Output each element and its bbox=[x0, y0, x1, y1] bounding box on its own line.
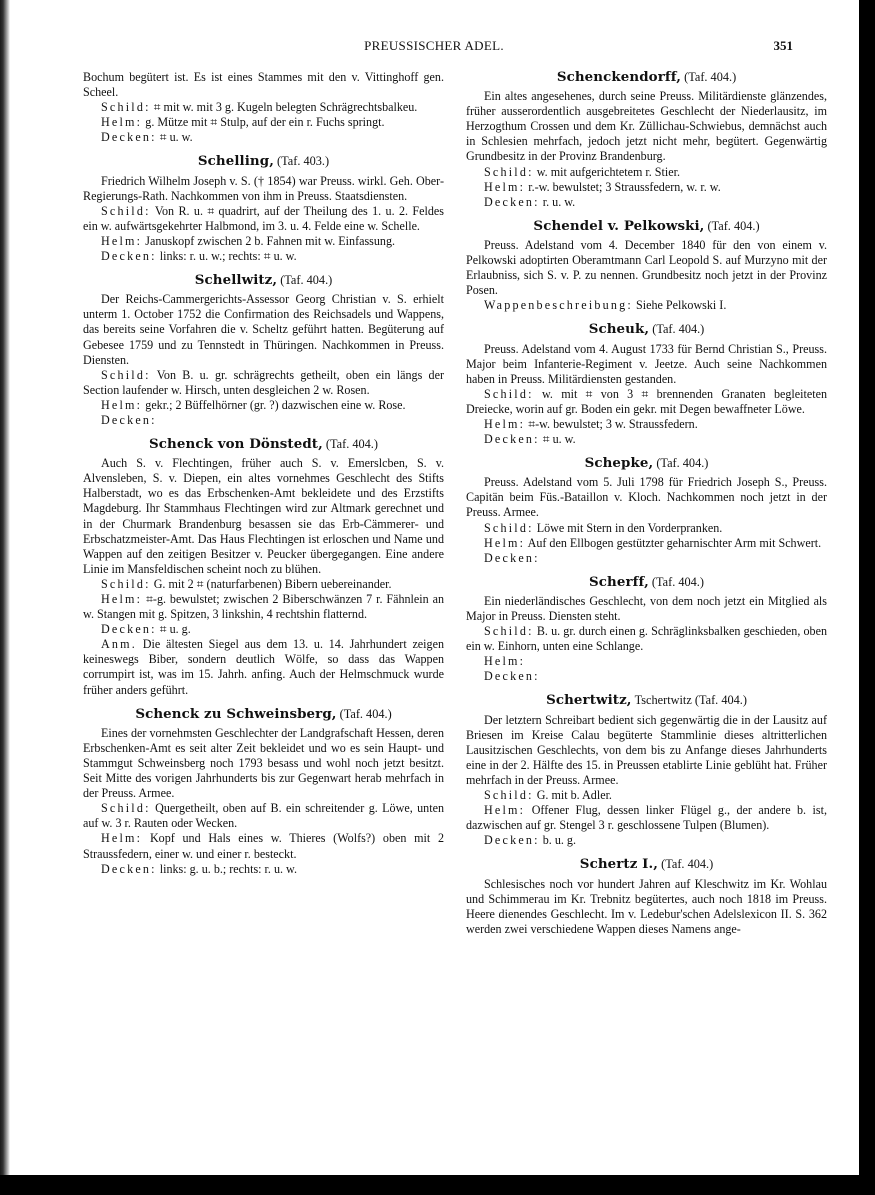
helm-label: Helm: bbox=[484, 179, 526, 194]
schild-label: Schild: bbox=[484, 624, 534, 639]
schild-value: w. mit ⌗ von 3 ⌗ brennenden Granaten begleiteten Dreiecke, worin auf gr. Boden ein gekr. mit Degen bewaffneter Löwe. bbox=[466, 386, 827, 416]
helm-label: Helm: bbox=[484, 803, 526, 818]
decken-field bbox=[83, 249, 444, 264]
schild-label: Schild: bbox=[484, 520, 534, 535]
helm-field bbox=[466, 536, 827, 551]
schild-field bbox=[83, 368, 444, 398]
schild-field bbox=[466, 165, 827, 180]
schild-value: Quergetheilt, oben auf B. ein schreitender g. Löwe, unten auf w. 3 r. Rauten oder Wecken. bbox=[83, 801, 445, 831]
entry-text: Bochum begütert ist. Es ist eines Stammes mit den v. Vittinghoff gen. Scheel. bbox=[83, 70, 444, 100]
page-header bbox=[82, 38, 793, 58]
entry-schepke bbox=[466, 456, 827, 566]
plate-reference: (Taf. 404.) bbox=[652, 322, 705, 337]
family-name: Schepke, bbox=[584, 455, 654, 472]
annotation-field bbox=[83, 637, 444, 697]
schild-field bbox=[466, 521, 827, 536]
schild-field bbox=[466, 788, 827, 803]
decken-field bbox=[83, 862, 444, 877]
decken-label: Decken: bbox=[484, 833, 540, 848]
helm-field bbox=[466, 180, 827, 195]
helm-label: Helm: bbox=[484, 535, 526, 550]
wappen-value: Siehe Pelkowski I. bbox=[636, 298, 727, 313]
family-name: Scherff, bbox=[589, 573, 649, 590]
entry-heading bbox=[466, 322, 827, 337]
decken-field bbox=[466, 669, 827, 684]
schild-value: G. mit 2 ⌗ (naturfarbenen) Bibern uebereinander. bbox=[153, 576, 392, 591]
family-name: Schelling, bbox=[197, 153, 274, 170]
entry-text: Preuss. Adelstand vom 5. Juli 1798 für Friedrich Joseph S., Preuss. Capitän beim Füs.-Bataillon v. Kloch. Nachkommen noch jetzt in der Preuss. Armee. bbox=[466, 475, 827, 520]
entry-heading bbox=[466, 693, 827, 708]
entry-scheuk bbox=[466, 322, 827, 447]
decken-field bbox=[466, 833, 827, 848]
plate-reference: (Taf. 404.) bbox=[280, 273, 333, 288]
entry-schertwitz bbox=[466, 693, 827, 848]
decken-value: links: g. u. b.; rechts: r. u. w. bbox=[159, 861, 298, 876]
family-name: Schellwitz, bbox=[194, 272, 278, 289]
decken-value: ⌗ u. g. bbox=[159, 622, 191, 637]
family-name: Scheuk, bbox=[588, 321, 650, 338]
helm-value: gekr.; 2 Büffelhörner (gr. ?) dazwischen eine w. Rose. bbox=[145, 397, 406, 412]
helm-value: ⌗-w. bewulstet; 3 w. Straussfedern. bbox=[528, 416, 698, 431]
helm-value: Offener Flug, dessen linker Flügel g., der andere b. ist, dazwischen auf gr. Stengel 3 r. geschlossene Tulpen (Blumen). bbox=[466, 803, 827, 833]
family-name: Schertwitz, bbox=[546, 692, 632, 709]
decken-field bbox=[83, 622, 444, 637]
schild-field bbox=[83, 577, 444, 592]
wappen-label: Wappenbeschreibung: bbox=[484, 298, 633, 313]
schild-label: Schild: bbox=[101, 203, 151, 218]
schild-field bbox=[83, 204, 444, 234]
helm-label: Helm: bbox=[484, 416, 526, 431]
entry-text: Der Reichs-Cammergerichts-Assessor Georg Christian v. S. erhielt unterm 1. October 1752 die Confirmation des Reichsadels und Wappens, das bereits seine Vorfahren die v. Scheltz geführt hatten. Begüterung auf Gebesee 1759 und zu Tennstedt in Thüringen. Nachkommen in Preuss. Diensten. bbox=[83, 292, 444, 367]
plate-reference: (Taf. 404.) bbox=[656, 456, 709, 471]
schild-value: ⌗ mit w. mit 3 g. Kugeln belegten Schrägrechtsbalkeu. bbox=[153, 100, 418, 115]
right-column bbox=[466, 70, 827, 946]
plate-reference: Tschertwitz (Taf. 404.) bbox=[634, 693, 747, 708]
schild-label: Schild: bbox=[484, 788, 534, 803]
schild-label: Schild: bbox=[101, 367, 151, 382]
decken-value: ⌗ u. w. bbox=[159, 130, 193, 145]
entry-heading bbox=[466, 70, 827, 85]
helm-label: Helm: bbox=[101, 592, 143, 606]
family-name: Schenck zu Schweinsberg, bbox=[135, 705, 337, 722]
decken-value: ⌗ u. w. bbox=[542, 432, 576, 447]
plate-reference: (Taf. 404.) bbox=[707, 218, 760, 233]
entry-schellwitz bbox=[83, 273, 444, 428]
schild-field bbox=[83, 100, 444, 115]
schild-label: Schild: bbox=[101, 576, 151, 591]
entry-text: Ein niederländisches Geschlecht, von dem noch jetzt ein Mitglied als Major in Preuss. Diensten steht. bbox=[466, 593, 827, 623]
helm-field bbox=[83, 592, 444, 622]
decken-field bbox=[466, 551, 827, 566]
helm-label: Helm: bbox=[101, 115, 143, 130]
schild-field bbox=[466, 387, 827, 417]
plate-reference: (Taf. 404.) bbox=[661, 857, 714, 872]
entry-heading bbox=[466, 857, 827, 872]
entry-schenck-von-doenstedt bbox=[83, 437, 444, 698]
schild-label: Schild: bbox=[484, 386, 534, 401]
decken-label: Decken: bbox=[484, 550, 540, 565]
entry-text: Der letztern Schreibart bedient sich gegenwärtig die in der Lausitz auf Briesen im Kreise Calau begüterte Stammlinie dieses altritterlichen Lausitzischen Geschlechts, von dem bis zu Anfange dieses Jahrhunderts eine in der 2. Hälfte des 15. in Preussen etablirte Linie geblüht hat. Früher mehrfach in der Preuss. Armee. bbox=[466, 712, 827, 787]
entry-heading bbox=[83, 273, 444, 288]
schild-field bbox=[83, 801, 444, 831]
entry-heading bbox=[83, 154, 444, 169]
family-name: Schendel v. Pelkowski, bbox=[533, 217, 705, 234]
plate-reference: (Taf. 404.) bbox=[651, 574, 704, 589]
helm-label: Helm: bbox=[101, 233, 143, 248]
decken-label: Decken: bbox=[484, 432, 540, 447]
family-name: Schertz I., bbox=[579, 856, 659, 873]
schild-value: Löwe mit Stern in den Vorderpranken. bbox=[536, 520, 723, 535]
helm-field bbox=[83, 115, 444, 130]
entry-text: Friedrich Wilhelm Joseph v. S. († 1854) war Preuss. wirkl. Geh. Ober-Regierungs-Rath. Nachkommen von ihm in Preuss. Staatsdiensten. bbox=[83, 173, 444, 203]
helm-field bbox=[83, 831, 444, 861]
schild-label: Schild: bbox=[101, 100, 151, 115]
helm-value: Januskopf zwischen 2 b. Fahnen mit w. Einfassung. bbox=[145, 233, 396, 248]
entry-schenckendorff bbox=[466, 70, 827, 210]
family-name: Schenck von Dönstedt, bbox=[149, 436, 323, 453]
annotation-value: Die ältesten Siegel aus dem 13. u. 14. Jahrhundert zeigen keineswegs Biber, sondern deutlich Wölfe, so dass das Wappen corrumpirt ist, was im 15. Jahrh. anfing. Auch der Helmschmuck wurde früher anders geführt. bbox=[83, 637, 444, 697]
entry-schenck-zu-schweinsberg bbox=[83, 707, 444, 877]
schild-value: B. u. gr. durch einen g. Schräglinksbalken geschieden, oben ein w. Einhorn, unten eine Schlange. bbox=[466, 624, 827, 654]
entry-text: Preuss. Adelstand vom 4. December 1840 für den von einem v. Pelkowski adoptirten Oberamtmann Carl Leopold S. auf Murzyno mit der Erlaubniss, sich S. v. P. zu nennen. Grundbesitz noch jetzt in der Provinz Posen. bbox=[466, 237, 827, 298]
helm-field bbox=[83, 234, 444, 249]
entry-text: Ein altes angesehenes, durch seine Preuss. Militärdienste glänzendes, früher ausserordentlich ausgebreitetes Geschlecht der Niederlausitz, im Herzogthum Crossen und dem Kr. Züllichau-Schwiebus, demnächst auch in Schlesien mehrfach, jedoch jetzt nicht mehr, begütert. Gegenwärtig Grundbesitz in der Provinz Brandenburg. bbox=[466, 89, 827, 164]
entry-text: Eines der vornehmsten Geschlechter der Landgrafschaft Hessen, deren Erbschenken-Amt es seit alter Zeit bekleidet und wo es sein Haupt- und Stammgut Schweinsberg noch 1793 besass und wohl noch jetzt besitzt. Seit Mitte des vorigen Jahrhunderts bis zur Gegenwart herab mehrfach in der Preuss. Armee. bbox=[83, 725, 444, 801]
entry-schertz-i bbox=[466, 857, 827, 936]
helm-value: g. Mütze mit ⌗ Stulp, auf der ein r. Fuchs springt. bbox=[145, 115, 385, 130]
decken-label: Decken: bbox=[484, 194, 540, 209]
schild-value: Von R. u. ⌗ quadrirt, auf der Theilung des 1. u. 2. Feldes ein w. aufwärtsgekehrter Halbmond, im 3. u. 4. Felde eine w. Schelle. bbox=[83, 203, 444, 233]
decken-field bbox=[83, 413, 444, 428]
helm-value: Kopf und Hals eines w. Thieres (Wolfs?) oben mit 2 Straussfedern, einer w. und einer r. besteckt. bbox=[83, 831, 444, 861]
entry-text: Schlesisches noch vor hundert Jahren auf Kleschwitz im Kr. Wohlau und Schimmerau im Kr. Trebnitz begütertes, auch noch 1818 im Preuss. Heere dienendes Geschlecht. Im v. Ledebur'schen Adelslexicon II. S. 362 werden zwei verschiedene Wappen dieses Namens ange- bbox=[466, 876, 827, 936]
decken-label: Decken: bbox=[101, 861, 157, 876]
helm-label: Helm: bbox=[101, 831, 143, 846]
plate-reference: (Taf. 404.) bbox=[325, 437, 378, 452]
helm-label: Helm: bbox=[101, 397, 143, 412]
entry-heading bbox=[466, 456, 827, 471]
decken-label: Decken: bbox=[101, 249, 157, 264]
helm-field bbox=[83, 398, 444, 413]
schild-label: Schild: bbox=[101, 801, 151, 816]
entry-heading bbox=[466, 575, 827, 590]
schild-value: w. mit aufgerichtetem r. Stier. bbox=[536, 164, 680, 179]
plate-reference: (Taf. 404.) bbox=[684, 70, 737, 84]
decken-field bbox=[466, 432, 827, 447]
annotation-label: Anm. bbox=[101, 637, 138, 652]
decken-label: Decken: bbox=[101, 622, 157, 637]
entry-schendel-v-pelkowski bbox=[466, 219, 827, 314]
schild-value: Von B. u. gr. schrägrechts getheilt, oben ein längs der Section laufender w. Hirsch, unten desgleichen 2 w. Rosen. bbox=[83, 367, 444, 397]
helm-field bbox=[466, 654, 827, 669]
schild-field bbox=[466, 624, 827, 654]
running-title: PREUSSISCHER ADEL. bbox=[364, 38, 504, 53]
helm-value: ⌗-g. bewulstet; zwischen 2 Biberschwänzen 7 r. Fähnlein an w. Stangen mit g. Spitzen, 3 linkshin, 4 rechtshin flatternd. bbox=[83, 592, 444, 622]
helm-value: r.-w. bewulstet; 3 Straussfedern, w. r. w. bbox=[528, 179, 721, 194]
helm-value: Auf den Ellbogen gestützter geharnischter Arm mit Schwert. bbox=[527, 535, 822, 550]
decken-value: links: r. u. w.; rechts: ⌗ u. w. bbox=[159, 249, 297, 264]
page-number: 351 bbox=[773, 38, 793, 53]
schild-label: Schild: bbox=[484, 164, 534, 179]
scan-shadow-edge bbox=[0, 0, 10, 1175]
family-name: Schenckendorff, bbox=[556, 69, 682, 85]
schild-value: G. mit b. Adler. bbox=[536, 788, 612, 803]
entry-heading bbox=[466, 219, 827, 234]
entry-text: Auch S. v. Flechtingen, früher auch S. v. Emerslcben, S. v. Alvensleben, S. v. Diepen, ein altes vornehmes Geschlecht des Stifts Halberstadt, wo es das Erbschenken-Amt bekleidete und des Erzstifts Magdeburg. Ihr Stammhaus Flechtingen wird zur Altmark gerechnet und in der Churmark Brandenburg besassen sie das Erb-Cämmerer- und Erbschatzmeister-Amt. Das Haus Flechtingen ist erloschen und Name und Wappen auf den zeitigen Besitzer v. Peucker übergegangen. Eine andere Linie im Mansfeldischen scheint noch zu blühen. bbox=[83, 456, 444, 576]
decken-value: r. u. w. bbox=[542, 194, 576, 209]
decken-label: Decken: bbox=[101, 412, 157, 427]
decken-value: b. u. g. bbox=[542, 833, 576, 848]
entry-heading bbox=[83, 707, 444, 722]
plate-reference: (Taf. 404.) bbox=[339, 706, 392, 721]
decken-label: Decken: bbox=[484, 669, 540, 684]
entry-heading bbox=[83, 437, 444, 452]
decken-label: Decken: bbox=[101, 130, 157, 145]
entry-scherff bbox=[466, 575, 827, 685]
decken-field bbox=[83, 130, 444, 145]
entry-schelling bbox=[83, 154, 444, 264]
entry-text: Preuss. Adelstand vom 4. August 1733 für Bernd Christian S., Preuss. Major beim Infanterie-Regiment v. Jeetze. Auch seine Nachkommen haben in Preuss. Militärdiensten gestanden. bbox=[466, 341, 827, 386]
helm-label: Helm: bbox=[484, 654, 526, 669]
helm-field bbox=[466, 417, 827, 432]
entry-continuation bbox=[83, 70, 444, 145]
wappen-field bbox=[466, 298, 827, 313]
helm-field bbox=[466, 803, 827, 833]
left-column bbox=[83, 70, 444, 886]
plate-reference: (Taf. 403.) bbox=[277, 154, 330, 169]
decken-field bbox=[466, 195, 827, 210]
